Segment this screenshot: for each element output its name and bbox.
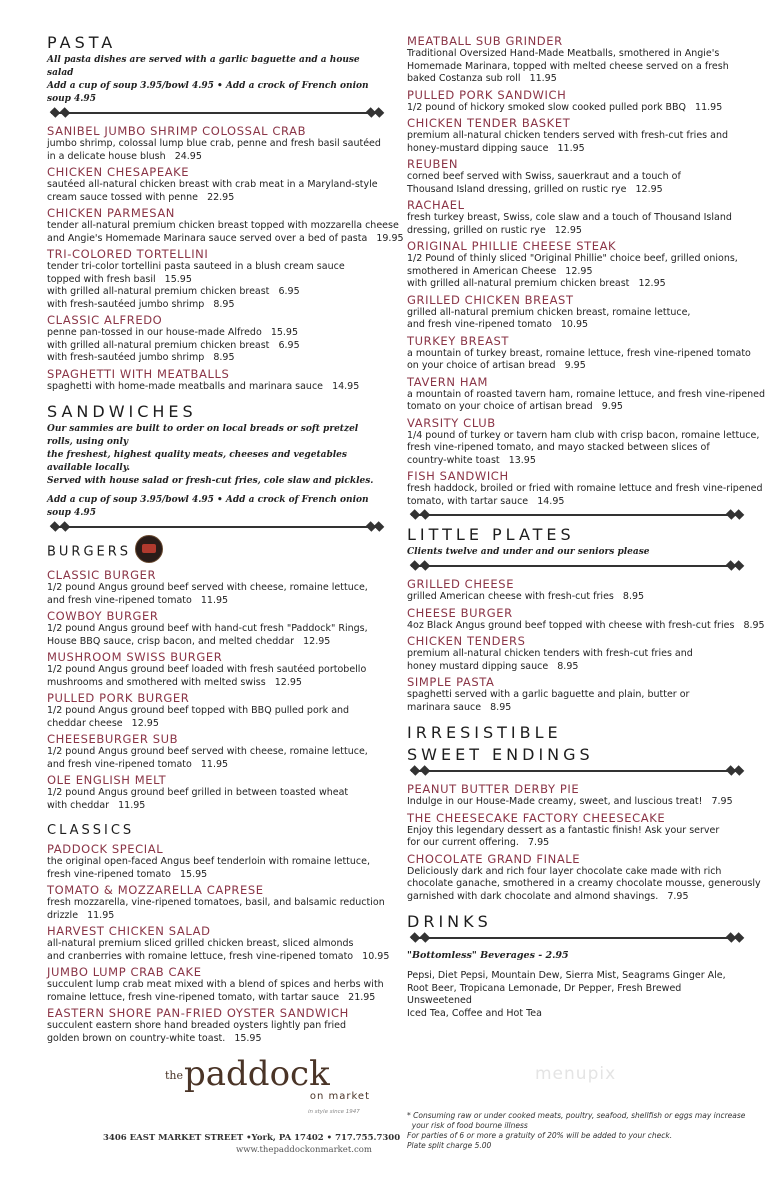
section-title: PASTA [47,33,117,52]
note-line: Clients twelve and under and our seniors please [407,547,650,557]
menu-item-description: honey mustard dipping sauce 8.95 [407,660,579,672]
menu-item-name: OLE ENGLISH MELT [47,773,167,787]
footnotes [407,1111,745,1151]
menu-item-description: tender all-natural premium chicken breast topped with mozzarella cheese [47,220,399,231]
divider-diamond-icon [60,521,71,532]
drinks-line: Root Beer, Tropicana Lemonade, Dr Pepper, Fresh Brewed Unsweetened [407,982,682,1006]
menu-item [407,675,742,714]
menu-item [407,634,742,673]
website-link[interactable]: www.thepaddockonmarket.com [236,1145,372,1155]
menu-item-name: PADDOCK SPECIAL [47,842,164,856]
divider-diamond-icon [420,765,431,776]
menu-item-description: tomato, with tartar sauce 14.95 [407,495,565,507]
menu-item-name: PULLED PORK SANDWICH [407,87,567,102]
menu-item-description: Indulge in our House-Made creamy, sweet, and luscious treat! 7.95 [407,796,733,807]
menu-item-description: succulent lump crab meat mixed with a blend of spices and herbs with [47,979,384,990]
logo-the: the [165,1069,184,1082]
drinks-line: Iced Tea, Coffee and Hot Tea [407,1007,542,1019]
menu-item-description: grilled American cheese with fresh-cut fries 8.95 [407,591,645,602]
menu-item-description: 1/2 pound Angus ground beef grilled in between toasted wheat [47,787,349,798]
menu-item [47,206,404,245]
menu-item [47,568,382,607]
menu-item-description: in a delicate house blush 24.95 [47,150,202,162]
menu-item-name: SPAGHETTI WITH MEATBALLS [47,366,230,381]
menu-item-description: honey-mustard dipping sauce 11.95 [407,142,585,154]
menu-item-description: chocolate ganache, smothered in a creamy chocolate mousse, generously [407,878,761,889]
divider-diamond-icon [410,509,421,520]
right-column [407,34,765,1020]
section-note [407,546,742,559]
menu-item-name: VARSITY CLUB [407,415,496,430]
menu-item-name: TAVERN HAM [407,374,489,389]
divider-diamond-icon [734,509,745,520]
section-title: CLASSICS [47,823,135,838]
section-title: BURGERS [47,544,132,560]
menu-item [47,124,382,163]
menu-item [47,367,382,394]
ornamental-divider [407,510,742,520]
menu-item [47,691,382,730]
menu-item-name: CHOCOLATE GRAND FINALE [407,851,581,866]
ornamental-divider [47,108,382,118]
menu-item-name: SIMPLE PASTA [407,675,495,689]
menu-item-name: CHEESE BURGER [407,605,513,620]
menu-item-description: Enjoy this legendary dessert as a fantastic finish! Ask your server [407,824,720,836]
section-title: SANDWICHES [47,402,197,421]
menu-item [407,239,742,291]
menu-item-name: RACHAEL [407,198,465,212]
menu-item [47,165,382,204]
menu-item-name: MEATBALL SUB GRINDER [407,34,563,48]
menu-item-description: 1/2 pound Angus ground beef served with cheese, romaine lettuce, [47,582,368,593]
menu-item-name: REUBEN [407,157,459,171]
menu-item-description: cream sauce tossed with penne 22.95 [47,191,235,203]
divider-diamond-icon [410,560,421,571]
menu-item-name: PULLED PORK BURGER [47,691,190,705]
menu-item [407,293,742,332]
menu-item-description: and Angie's Homemade Marinara sauce served over a bed of pasta 19.95 [47,232,404,244]
divider-diamond-icon [734,765,745,776]
menu-item-name: GRILLED CHEESE [407,577,515,591]
address: 3406 EAST MARKET STREET •York, PA 17402 • 717.755.7300 [103,1133,401,1143]
menu-item [47,1006,382,1045]
left-column [47,30,404,1047]
section-heading [407,724,742,742]
menu-item [47,965,382,1004]
menu-item-name: CHICKEN PARMESAN [47,206,175,220]
menu-item [407,577,742,604]
menu-item [407,811,742,850]
drinks-list [407,970,742,1020]
divider-diamond-icon [60,107,71,118]
menu-item-description: spaghetti with home-made meatballs and marinara sauce 14.95 [47,380,360,392]
menu-item-description: and fresh vine-ripened tomato 11.95 [47,758,229,770]
drinks-subtitle: "Bottomless" Beverages - 2.95 [407,950,569,961]
menu-item-description: 1/2 Pound of thinly sliced "Original Phillie" choice beef, grilled onions, [407,253,738,264]
menu-item-description: the original open-faced Angus beef tenderloin with romaine lettuce, [47,856,371,867]
divider-diamond-icon [420,560,431,571]
tagline: in style since 1947 [308,1109,360,1115]
menu-item-description: fresh mozzarella, vine-ripened tomatoes, basil, and balsamic reduction [47,897,385,908]
menu-item-name: HARVEST CHICKEN SALAD [47,924,211,938]
menu-item-name: SANIBEL JUMBO SHRIMP COLOSSAL CRAB [47,124,307,138]
menu-item-name: CHEESEBURGER SUB [47,732,179,746]
menu-item-description: jumbo shrimp, colossal lump blue crab, penne and fresh basil sautéed [47,138,381,149]
menu-item [47,773,382,812]
menu-item-description: a mountain of turkey breast, romaine lettuce, fresh vine-ripened tomato [407,347,751,359]
section-heading [47,403,382,421]
ornamental-divider [407,766,742,776]
menu-item-name: CLASSIC BURGER [47,568,157,582]
section-heading [47,538,382,566]
divider-diamond-icon [374,521,385,532]
menu-item-name: THE CHEESECAKE FACTORY CHEESECAKE [407,810,666,825]
menu-item [47,313,382,365]
menu-item-name: CHICKEN CHESAPEAKE [47,165,190,179]
menu-item-description: with fresh-sautéed jumbo shrimp 8.95 [47,352,235,363]
ornamental-divider [407,933,742,943]
menu-item [47,924,390,963]
menu-item-name: EASTERN SHORE PAN-FRIED OYSTER SANDWICH [47,1006,349,1020]
menu-item-description: and fresh vine-ripened tomato 11.95 [47,594,229,606]
menu-item-description: with grilled all-natural premium chicken breast 12.95 [407,278,666,289]
menu-item-description: tender tri-color tortellini pasta sauteed in a blush cream sauce [47,261,345,272]
menu-item-description: 1/2 pound of hickory smoked slow cooked pulled pork BBQ 11.95 [407,101,723,113]
menu-item-description: garnished with dark chocolate and almond shavings. 7.95 [407,890,689,902]
logo-sub: on market [309,1091,370,1102]
note-line: Our sammies are built to order on local breads or soft pretzel rolls, using only [47,424,359,447]
section-note [47,423,382,520]
menu-item-name: PEANUT BUTTER DERBY PIE [407,782,580,796]
menu-item-name: TURKEY BREAST [407,333,510,348]
logo-main: paddock [184,1054,330,1094]
menu-item-description: Deliciously dark and rich four layer chocolate cake made with rich [407,865,722,877]
menu-item-description: succulent eastern shore hand breaded oysters lightly pan fried [47,1020,347,1031]
section-title: SWEET ENDINGS [407,745,594,764]
menu-item-description: penne pan-tossed in our house-made Alfredo 15.95 [47,327,299,338]
menu-item [47,883,385,922]
menu-item-description: a mountain of roasted tavern ham, romaine lettuce, and fresh vine-ripened [407,388,765,400]
menu-item-description: with grilled all-natural premium chicken breast 6.95 [47,339,300,351]
footnote: Plate split charge 5.00 [407,1141,492,1150]
menu-item-name: JUMBO LUMP CRAB CAKE [47,965,202,979]
menu-item-description: dressing, grilled on rustic rye 12.95 [407,224,582,236]
divider-diamond-icon [50,521,61,532]
menu-item-name: CHICKEN TENDERS [407,634,526,648]
menu-item [47,609,382,648]
menu-item [407,851,761,904]
section-title: LITTLE PLATES [407,525,575,544]
menu-item-name: CHICKEN TENDER BASKET [407,116,571,130]
menu-item-description: sautéed all-natural chicken breast with crab meat in a Maryland-style [47,179,378,190]
note-line: the freshest, highest quality meats, cheeses and vegetables available locally. [47,450,347,473]
divider-diamond-icon [410,765,421,776]
drinks-line: Pepsi, Diet Pepsi, Mountain Dew, Sierra Mist, Seagrams Ginger Ale, [407,970,726,981]
section-heading [47,34,382,52]
menu-item-name: MUSHROOM SWISS BURGER [47,650,223,664]
divider-diamond-icon [410,932,421,943]
section-heading [407,913,742,931]
menu-item-description: spaghetti served with a garlic baguette and plain, butter or [407,689,690,700]
menu-item-description: golden brown on country-white toast. 15.95 [47,1032,262,1044]
cow-badge-icon [135,535,163,563]
menu-item [407,198,742,237]
menu-item-description: premium all-natural chicken tenders served with fresh-cut fries and [407,130,729,141]
menu-item-description: fresh vine-ripened tomato, and mayo stacked between slices of [407,442,710,453]
ornamental-divider [47,522,382,532]
menu-item-description: topped with fresh basil 15.95 [47,273,192,285]
menu-item-description: tomato on your choice of artisan bread 9.95 [407,401,623,412]
menu-item [407,116,742,155]
menu-item-description: with fresh-sautéed jumbo shrimp 8.95 [47,298,235,310]
section-heading [47,822,382,840]
menu-item-description: Thousand Island dressing, grilled on rustic rye 12.95 [407,183,663,195]
menu-item-name: CLASSIC ALFREDO [47,313,163,327]
menu-item-description: House BBQ sauce, crisp bacon, and melted cheddar 12.95 [47,635,331,647]
menu-item-description: 1/2 pound Angus ground beef served with cheese, romaine lettuce, [47,746,368,757]
footnote: For parties of 6 or more a gratuity of 20% will be added to your check. [407,1131,673,1140]
menu-item-description: 4oz Black Angus ground beef topped with cheese with fresh-cut fries 8.95 [407,619,765,631]
divider-diamond-icon [734,932,745,943]
menu-item [407,34,742,86]
section-title: IRRESISTIBLE [407,723,562,742]
menu-item-description: for our current offering. 7.95 [407,837,550,848]
menu-item-name: COWBOY BURGER [47,609,159,623]
menu-item-description: 1/4 pound of turkey or tavern ham club with crisp bacon, romaine lettuce, [407,429,760,441]
menu-item [47,247,382,311]
menu-item [407,415,760,468]
menu-item-description: fresh haddock, broiled or fried with romaine lettuce and fresh vine-ripened [407,483,763,494]
menu-item-description: country-white toast 13.95 [407,454,536,466]
menu-item-description: premium all-natural chicken tenders with fresh-cut fries and [407,648,693,659]
menu-item-description: fresh turkey breast, Swiss, cole slaw and a touch of Thousand Island [407,212,732,223]
paddock-logo [165,1054,380,1104]
divider-diamond-icon [374,107,385,118]
menu-item-name: ORIGINAL PHILLIE CHEESE STEAK [407,239,617,253]
menu-item-description: smothered in American Cheese 12.95 [407,265,593,277]
menu-item-description: cheddar cheese 12.95 [47,717,159,729]
menu-item-description: 1/2 pound Angus ground beef topped with BBQ pulled pork and [47,705,350,716]
divider-diamond-icon [734,560,745,571]
menu-item-description: drizzle 11.95 [47,909,115,921]
menu-item-name: TRI-COLORED TORTELLINI [47,247,209,261]
menu-item [407,157,742,196]
menu-item-description: and fresh vine-ripened tomato 10.95 [407,319,589,330]
divider-diamond-icon [50,107,61,118]
menu-item [47,650,382,689]
divider-diamond-icon [420,932,431,943]
menu-item-description: on your choice of artisan bread 9.95 [407,360,586,371]
menu-item-description: grilled all-natural premium chicken breast, romaine lettuce, [407,306,691,318]
menu-item-description: romaine lettuce, fresh vine-ripened tomato, with tartar sauce 21.95 [47,991,376,1003]
section-title: DRINKS [407,912,492,931]
note-line: Served with house salad or fresh-cut fries, cole slaw and pickles. [47,476,374,486]
menu-item-description: corned beef served with Swiss, sauerkraut and a touch of [407,171,681,182]
menu-item [47,842,382,881]
menu-item [407,374,765,414]
menu-item-description: baked Costanza sub roll 11.95 [407,73,557,84]
menu-item-description: all-natural premium sliced grilled chicken breast, sliced almonds [47,938,354,949]
section-heading [407,746,742,764]
menu-item [407,469,763,508]
menu-item-name: FISH SANDWICH [407,469,509,483]
note-line: All pasta dishes are served with a garlic baguette and a house salad [47,55,360,78]
section-note [47,54,382,106]
menu-item-description: fresh vine-ripened tomato 15.95 [47,868,208,880]
footnote: your risk of food bourne illness [407,1121,528,1130]
menu-item [407,605,765,633]
menu-item-description: Homemade Marinara, topped with melted cheese served on a fresh [407,60,729,72]
note-line: Add a cup of soup 3.95/bowl 4.95 • Add a crock of French onion soup 4.95 [47,495,369,518]
menu-item [407,782,742,809]
footnote: * Consuming raw or under cooked meats, poultry, seafood, shellfish or eggs may increase [407,1111,746,1120]
menu-item [47,732,382,771]
ornamental-divider [407,561,742,571]
watermark: menupix [535,1064,617,1084]
menu-item-description: 1/2 pound Angus ground beef loaded with fresh sautéed portobello [47,664,367,675]
menu-item-name: TOMATO & MOZZARELLA CAPRESE [47,883,264,897]
menu-item-name: GRILLED CHICKEN BREAST [407,292,574,307]
menu-item-description: with cheddar 11.95 [47,799,146,811]
menu-item-description: with grilled all-natural premium chicken breast 6.95 [47,286,300,297]
menu-item-description: mushrooms and smothered with melted swiss 12.95 [47,676,302,688]
menu-item-description: and cranberries with romaine lettuce, fresh vine-ripened tomato 10.95 [47,950,390,962]
divider-diamond-icon [420,509,431,520]
menu-item-description: Traditional Oversized Hand-Made Meatballs, smothered in Angie's [407,48,720,59]
note-line: Add a cup of soup 3.95/bowl 4.95 • Add a crock of French onion soup 4.95 [47,81,369,104]
section-heading [407,526,742,544]
menu-item-description: marinara sauce 8.95 [407,701,512,713]
menu-item-description: 1/2 pound Angus ground beef with hand-cut fresh "Paddock" Rings, [47,623,368,634]
menu-item [407,333,751,373]
menu-item [407,88,742,115]
